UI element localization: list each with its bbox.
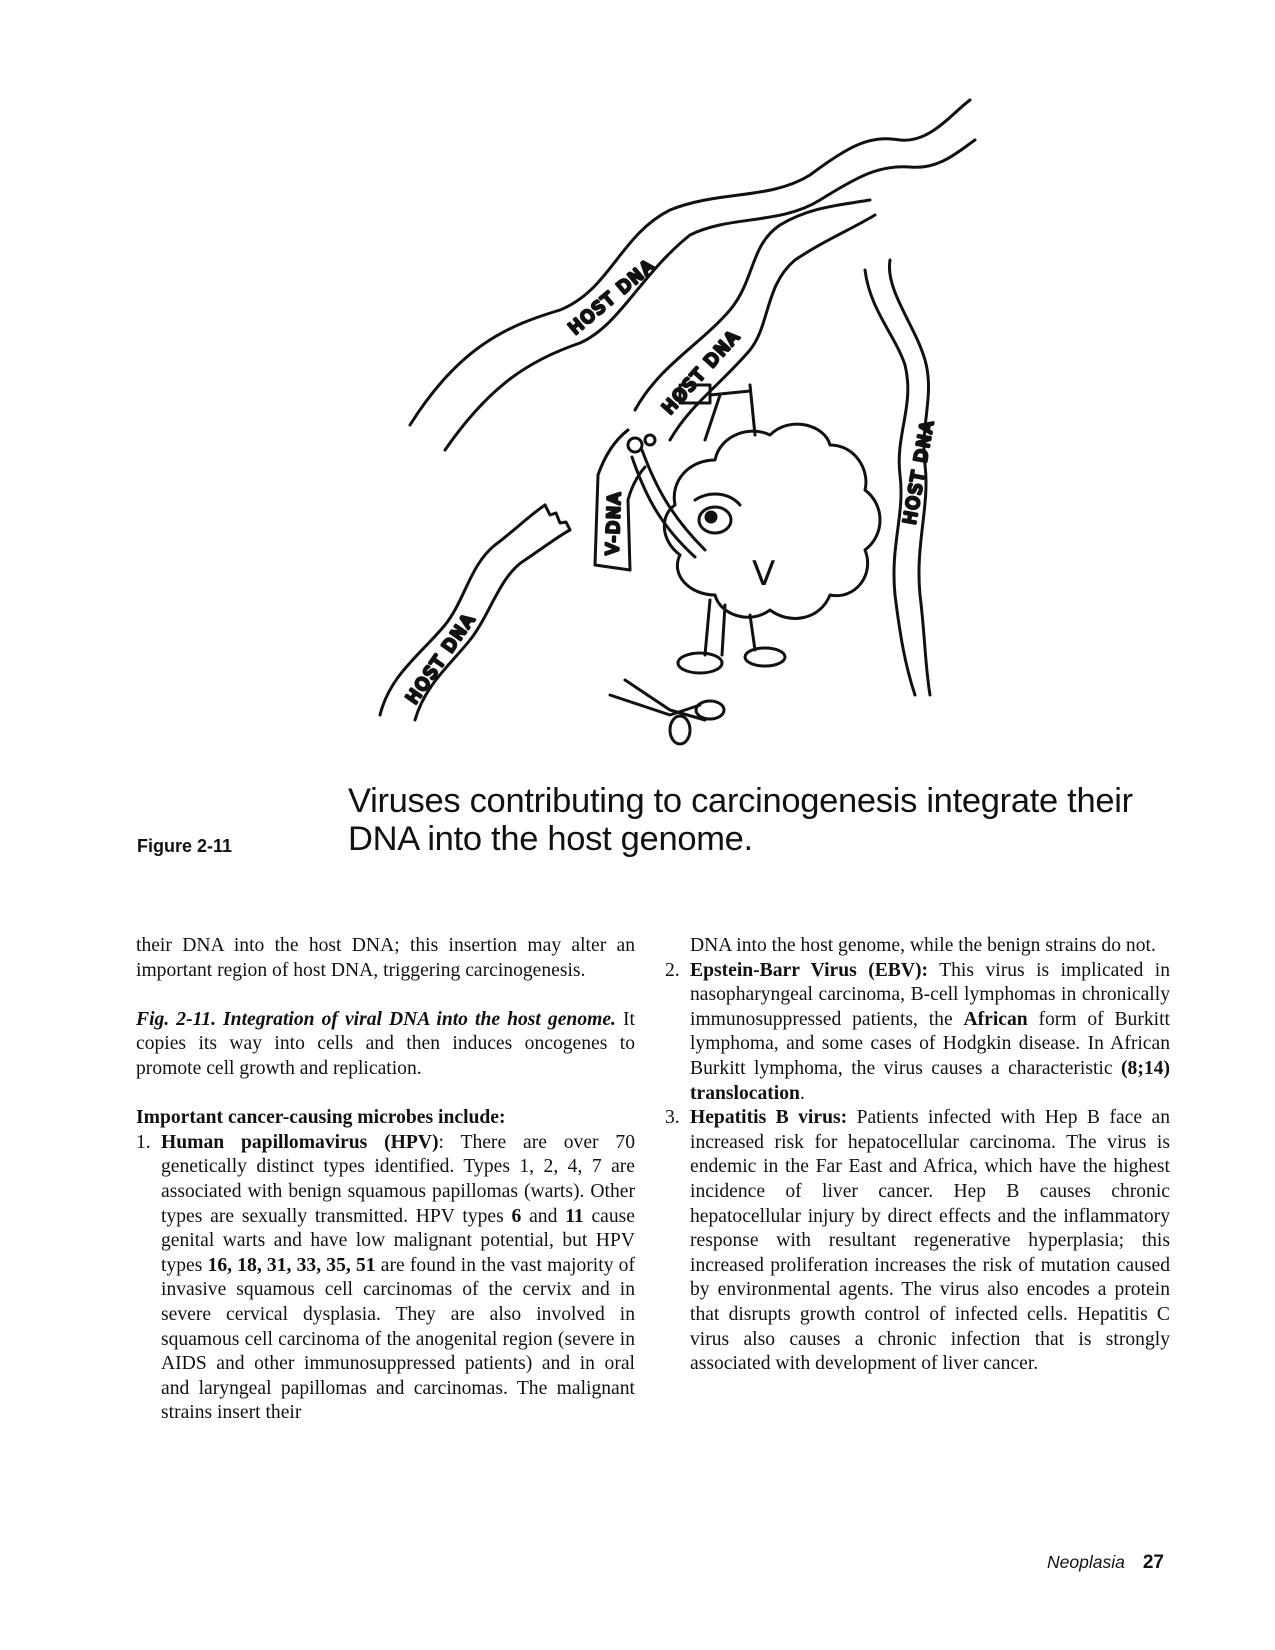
item-emphasis: 6 bbox=[511, 1205, 522, 1227]
section-heading: Important cancer-causing microbes include: bbox=[136, 1107, 506, 1129]
item-emphasis: (8;14) translocation bbox=[690, 1057, 1170, 1104]
item-title: Epstein-Barr Virus (EBV): bbox=[690, 959, 929, 981]
figure-illustration bbox=[370, 95, 1010, 785]
viral-dna-strand bbox=[595, 430, 655, 570]
host-dna-label: HOST DNA bbox=[565, 255, 660, 339]
figure-label: Figure 2-11 bbox=[137, 836, 233, 856]
intro-paragraph: their DNA into the host DNA; this insertion may alter an important region of host DNA, triggering carcinogenesis. bbox=[136, 935, 635, 981]
list-number: 3. bbox=[665, 1107, 680, 1129]
right-column bbox=[665, 934, 1170, 1377]
host-dna-strand-middle bbox=[635, 200, 875, 440]
scissors-icon bbox=[610, 680, 724, 744]
host-dna-strand-lower-left bbox=[380, 505, 570, 720]
host-dna-label: HOST DNA bbox=[658, 326, 745, 419]
list-item-ebv bbox=[665, 959, 1170, 1107]
left-column bbox=[136, 934, 635, 1426]
list-item-hpv bbox=[136, 1131, 635, 1426]
figure-reference-paragraph bbox=[136, 1008, 635, 1082]
item-text: are found in the vast majority of invasive squamous cell carcinomas of the cervix and in severe cervical dysplasia. They are also involved in squamous cell carcinoma of the anogenital region (severe in AIDS and other immunosuppressed patients) and in oral and laryngeal papillomas and carcinomas. The malignant strains insert their bbox=[161, 1254, 635, 1424]
figure-caption: Viruses contributing to carcinogenesis integrate their DNA into the host genome. bbox=[348, 782, 1133, 858]
item-text: . bbox=[799, 1082, 805, 1104]
item-emphasis: 16, 18, 31, 33, 35, 51 bbox=[207, 1254, 376, 1276]
item-text: and bbox=[521, 1205, 566, 1227]
item-text: cause genital warts and have low malignant potential, but HPV types bbox=[161, 1205, 635, 1276]
item-text: : There are over 70 genetically distinct types identified. Types 1, 2, 4, 7 are associated with benign squamous papillomas (warts). Other types are sexually transmitted. HPV types bbox=[161, 1131, 635, 1227]
list-number: 1. bbox=[136, 1131, 151, 1153]
item-emphasis: 11 bbox=[565, 1205, 584, 1227]
page-footer bbox=[1047, 1552, 1164, 1574]
page-number: 27 bbox=[1142, 1552, 1164, 1573]
virus-mark: V bbox=[752, 554, 776, 594]
host-dna-label: HOST DNA bbox=[402, 609, 481, 708]
virus-character bbox=[632, 385, 880, 673]
section-name: Neoplasia bbox=[1047, 1552, 1125, 1572]
v-dna-label: V-DNA bbox=[603, 490, 626, 556]
item-text: form of Burkitt lymphoma, and some cases of Hodgkin disease. In African Burkitt lymphoma, the virus causes a characteristic bbox=[690, 1008, 1170, 1079]
figure-reference-lead: Fig. 2-11. Integration of viral DNA into the host genome. bbox=[136, 1008, 616, 1030]
list-item-hpv-continued: DNA into the host genome, while the benign strains do not. bbox=[690, 935, 1156, 956]
list-item-hepatitis-b bbox=[665, 1106, 1170, 1377]
host-dna-strand-right bbox=[865, 260, 938, 695]
item-text: This virus is implicated in nasopharyngeal carcinoma, B-cell lymphomas in chronically immunosuppressed patients, the bbox=[690, 959, 1170, 1030]
host-dna-label: HOST DNA bbox=[900, 417, 939, 526]
item-title: Human papillomavirus (HPV) bbox=[161, 1131, 439, 1153]
figure-reference-text: It copies its way into cells and then induces oncogenes to promote cell growth and replication. bbox=[136, 1008, 635, 1079]
list-number: 2. bbox=[665, 959, 680, 981]
item-text: Patients infected with Hep B face an increased risk for hepatocellular carcinoma. The virus is endemic in the Far East and Africa, which have the highest incidence of liver cancer. Hep B causes chronic hepatocellular injury by direct effects and the inflammatory response with resultant regenerative hyperplasia; this increased proliferation increases the risk of mutation caused by environmental agents. The virus also encodes a protein that disrupts growth control of infected cells. Hepatitis C virus also causes a chronic infection that is strongly associated with development of liver cancer. bbox=[690, 1107, 1170, 1375]
item-emphasis: African bbox=[963, 1008, 1028, 1030]
item-title: Hepatitis B virus: bbox=[690, 1107, 848, 1129]
